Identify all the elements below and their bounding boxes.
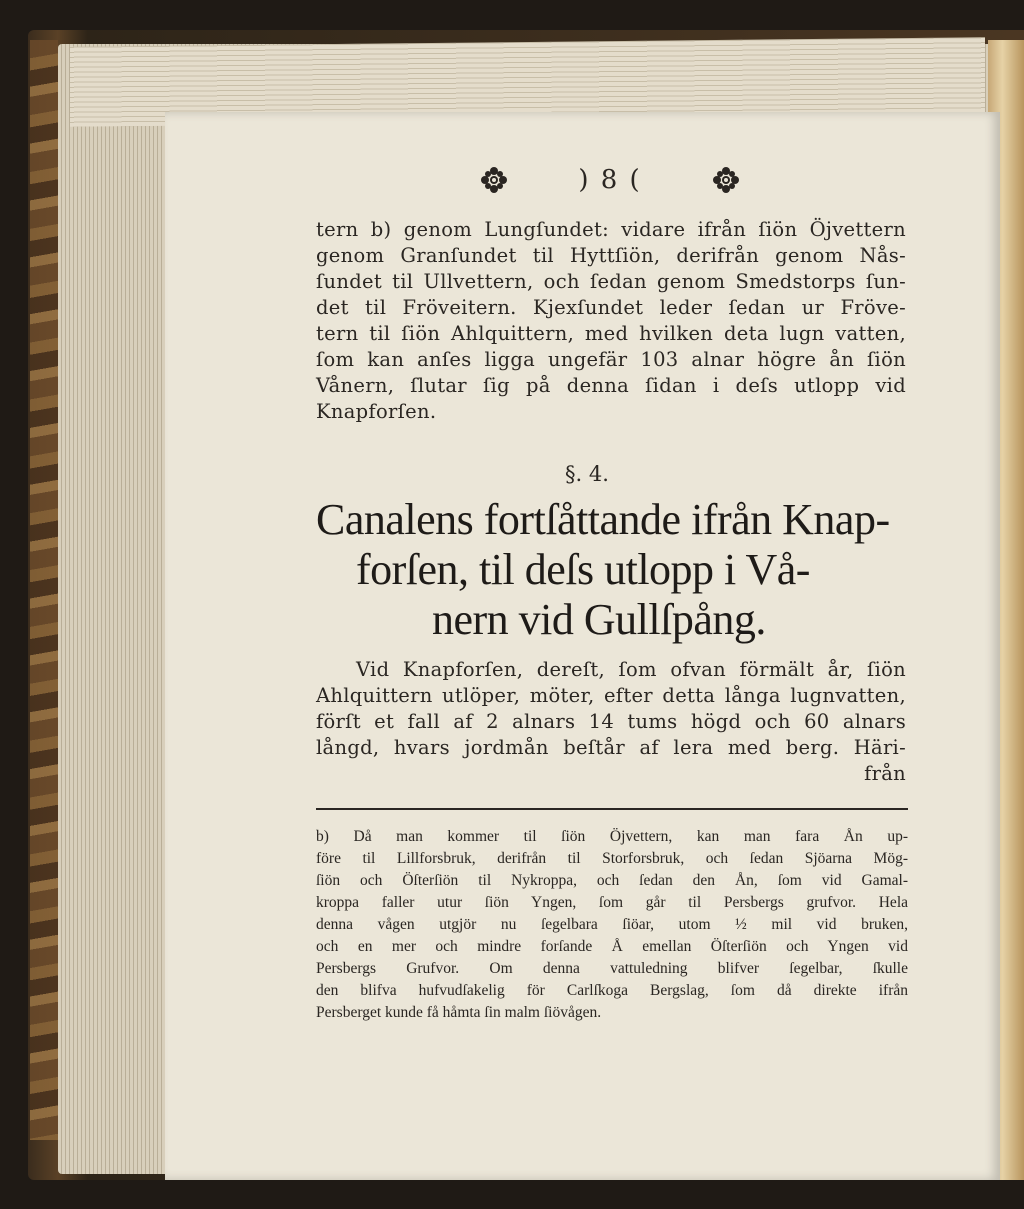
body-line: långd, hvars jordmån beſtår af lera med berg. Häri- — [316, 736, 906, 759]
footnote-line: före til Lillforsbruk, derifrån til Storforsbruk, och ſedan Sjöarna Mög- — [316, 850, 908, 867]
body-line: genom Granſundet til Hyttſiön, derifrån genom Nås- — [316, 244, 906, 267]
page-header — [480, 162, 740, 198]
footnote-line: Persbergs Grufvor. Om denna vattuledning blifver ſegelbar, ſkulle — [316, 960, 908, 977]
heading-line: forſen, til deſs utlopp i Vå- — [356, 545, 810, 594]
body-line: ſundet til Ullvettern, och ſedan genom Smedstorps ſun- — [316, 270, 906, 293]
body-line: Knapforſen. — [316, 400, 437, 423]
footnote-line: ſiön och Öſterſiön til Nykroppa, och ſedan den Ån, ſom vid Gamal- — [316, 872, 908, 889]
body-line: förſt et fall af 2 alnars 14 tums högd och 60 alnars — [316, 710, 906, 733]
footnote-line: och en mer och mindre forſande Å emellan Öſterſiön och Yngen vid — [316, 938, 908, 955]
body-line: det til Fröveitern. Kjexſundet leder ſedan ur Fröve- — [316, 296, 906, 319]
heading-line: nern vid Gullſpång. — [432, 595, 766, 644]
section-number: §. 4. — [565, 462, 609, 486]
footnote-line: Persberget kunde få håmta ſin malm ſiövågen. — [316, 1004, 602, 1021]
page-number: ) 8 ( — [578, 165, 642, 195]
catchword: från — [864, 762, 906, 785]
footnote-line: den blifva hufvudſakelig för Carlſkoga Bergslag, ſom då direkte ifrån — [316, 982, 908, 999]
flower-ornament-icon — [480, 166, 508, 194]
footnote-line: kroppa faller utur ſiön Yngen, ſom går til Persbergs grufvor. Hela — [316, 894, 908, 911]
body-line: tern b) genom Lungſundet: vidare ifrån ſiön Öjvettern — [316, 218, 906, 241]
footnote-line: denna vågen utgjör nu ſegelbara ſiöar, utom ½ mil vid bruken, — [316, 916, 908, 933]
body-line: Vid Knapforſen, dereſt, ſom ofvan förmält år, ſiön — [356, 658, 906, 681]
body-line: ſom kan anſes ligga ungefär 103 alnar högre ån ſiön — [316, 348, 906, 371]
footnote-rule — [316, 808, 908, 810]
body-line: Vånern, ſlutar ſig på denna ſidan i deſs utlopp vid — [316, 374, 906, 397]
footnote-line: b) Då man kommer til ſiön Öjvettern, kan man fara Ån up- — [316, 828, 908, 845]
body-line: tern til ſiön Ahlquittern, med hvilken deta lugn vatten, — [316, 322, 906, 345]
marbled-binding — [30, 40, 58, 1140]
heading-line: Canalens fortſåttande ifrån Knap- — [316, 495, 890, 544]
body-line: Ahlquittern utlöper, möter, efter detta långa lugnvatten, — [316, 684, 906, 707]
flower-ornament-icon — [712, 166, 740, 194]
